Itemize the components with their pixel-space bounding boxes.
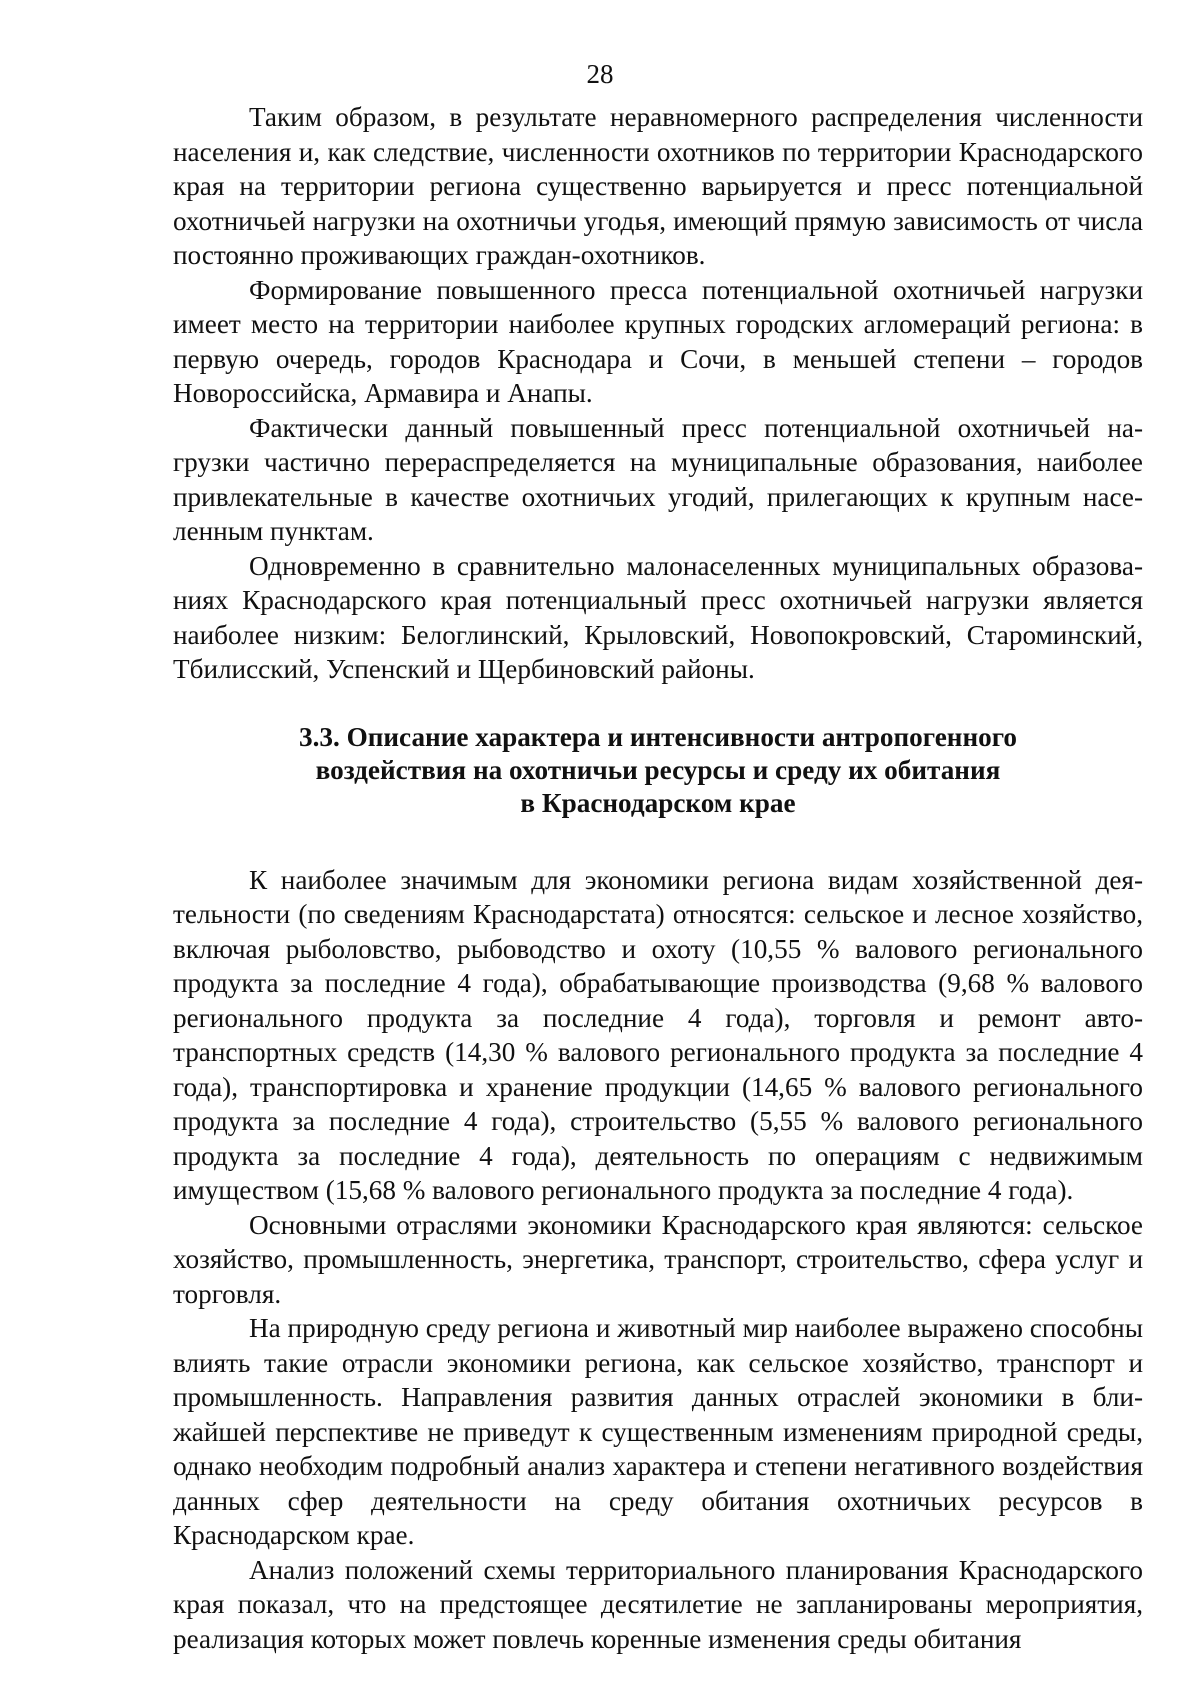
paragraph: Анализ положений схемы территориального планирования Краснодарского края показал, что на предстоящее десятилетие не запланированы мероприятия, реализация которых может повлечь коренные изменения среды обитания [173, 1554, 1143, 1654]
paragraph: Фактически данный повышенный пресс потенциальной охотничьей нагрузки частично перераспределяется на муниципальные образования, наиболее привлекательные в качестве охотничьих угодий, прилегающих к крупным населенным пунктам. [173, 412, 1143, 546]
page-number: 28 [586, 59, 614, 89]
section-heading-line: воздействия на охотничьи ресурсы и среду их обитания [315, 754, 1001, 785]
paragraph: На природную среду региона и животный мир наиболее выражено способны влиять такие отрасли экономики региона, как сельское хозяйство, транспорт и промышленность. Направления развития данных отраслей экономики в ближайшей перспективе не приведут к существенным изменениям природной среды, однако необходим подробный анализ характера и степени негативного воздействия данных сфер деятельности на среду обитания охотничьих ресурсов в Краснодарском крае. [173, 1313, 1143, 1550]
paragraph: Формирование повышенного пресса потенциальной охотничьей нагрузки имеет место на территории наиболее крупных городских агломераций региона: в первую очередь, городов Краснодара и Сочи, в меньшей степени – городов Новороссийска, Армавира и Анапы. [173, 274, 1143, 408]
section-heading-line: в Краснодарском крае [520, 787, 796, 818]
paragraph: К наиболее значимым для экономики региона видам хозяйственной деятельности (по сведениям Краснодарстата) относятся: сельское и лесное хозяйство, включая рыболовство, рыбоводство и охоту (10,55 % валового регионального продукта за последние 4 года), обрабатывающие производства (9,68 % валового регионального продукта за последние 4 года), торговля и ремонт автотранспортных средств (14,30 % валового регионального продукта за последние 4 года), транспортировка и хранение продукции (14,65 % валового регионального продукта за последние 4 года), строительство (5,55 % валового регионального продукта за последние 4 года), деятельность по операциям с недвижимым имуществом (15,68 % валового регионального продукта за последние 4 года). [173, 864, 1143, 1205]
section-heading [173, 721, 1143, 820]
paragraph: Одновременно в сравнительно малонаселенных муниципальных образованиях Краснодарского края потенциальный пресс охотничьей нагрузки является наиболее низким: Белоглинский, Крыловский, Новопокровский, Староминский, Тбилисский, Успенский и Щербиновский районы. [173, 550, 1143, 684]
paragraph: Таким образом, в результате неравномерного распределения численности населения и, как следствие, численности охотников по территории Краснодарского края на территории региона существенно варьируется и пресс потенциальной охотничьей нагрузки на охотничьи угодья, имеющий прямую зависимость от числа постоянно проживающих граждан-охотников. [173, 102, 1143, 270]
document-body [173, 100, 1143, 1656]
paragraph: Основными отраслями экономики Краснодарского края являются: сельское хозяйство, промышленность, энергетика, транспорт, строительство, сфера услуг и торговля. [173, 1209, 1143, 1309]
section-heading-line: 3.3. Описание характера и интенсивности антропогенного [299, 721, 1017, 752]
